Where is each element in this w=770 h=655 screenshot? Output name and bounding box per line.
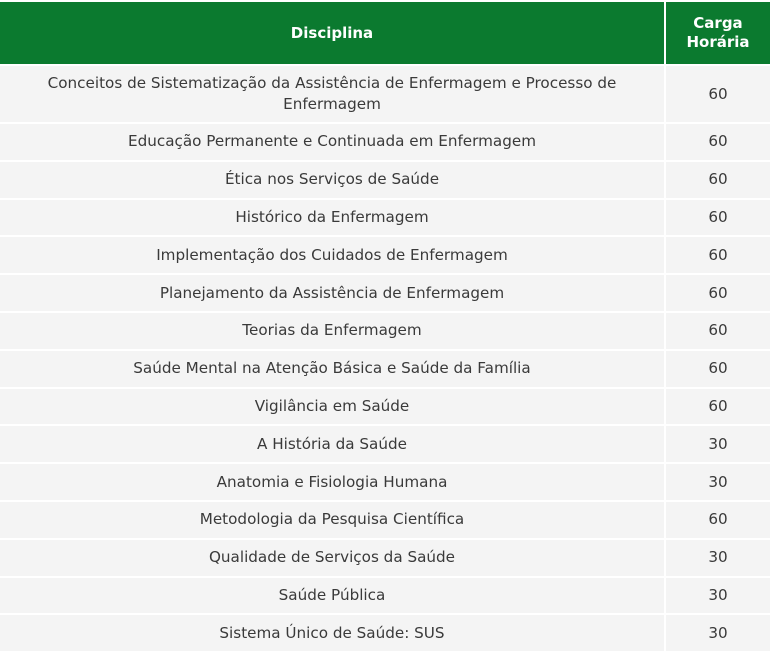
table-row [0, 500, 770, 538]
hours-cell: 60 [666, 235, 770, 273]
header-hours: Carga Horária [666, 2, 770, 64]
table-row [0, 613, 770, 651]
discipline-cell: Qualidade de Serviços da Saúde [0, 538, 666, 576]
table-body [0, 64, 770, 651]
hours-cell: 60 [666, 349, 770, 387]
table-row [0, 198, 770, 236]
discipline-cell: Anatomia e Fisiologia Humana [0, 462, 666, 500]
hours-cell: 30 [666, 576, 770, 614]
table-row [0, 64, 770, 122]
hours-cell: 60 [666, 273, 770, 311]
table-row [0, 576, 770, 614]
table-row [0, 349, 770, 387]
table-row [0, 424, 770, 462]
curriculum-table-container [0, 2, 770, 651]
hours-cell: 30 [666, 538, 770, 576]
hours-cell: 60 [666, 500, 770, 538]
header-discipline: Disciplina [0, 2, 666, 64]
discipline-cell: Vigilância em Saúde [0, 387, 666, 425]
hours-cell: 60 [666, 160, 770, 198]
discipline-cell: Conceitos de Sistematização da Assistência de Enfermagem e Processo de Enfermagem [0, 64, 666, 122]
discipline-cell: Ética nos Serviços de Saúde [0, 160, 666, 198]
table-row [0, 387, 770, 425]
table-row [0, 160, 770, 198]
table-row [0, 235, 770, 273]
table-row [0, 311, 770, 349]
hours-cell: 30 [666, 424, 770, 462]
discipline-cell: Saúde Mental na Atenção Básica e Saúde da Família [0, 349, 666, 387]
discipline-cell: Educação Permanente e Continuada em Enfermagem [0, 122, 666, 160]
discipline-cell: Saúde Pública [0, 576, 666, 614]
discipline-cell: Planejamento da Assistência de Enfermagem [0, 273, 666, 311]
discipline-cell: Teorias da Enfermagem [0, 311, 666, 349]
discipline-cell: Implementação dos Cuidados de Enfermagem [0, 235, 666, 273]
discipline-cell: Metodologia da Pesquisa Científica [0, 500, 666, 538]
hours-cell: 60 [666, 122, 770, 160]
hours-cell: 60 [666, 311, 770, 349]
hours-cell: 30 [666, 462, 770, 500]
table-row [0, 462, 770, 500]
hours-cell: 60 [666, 64, 770, 122]
hours-cell: 30 [666, 613, 770, 651]
hours-cell: 60 [666, 198, 770, 236]
curriculum-table [0, 2, 770, 651]
discipline-cell: Histórico da Enfermagem [0, 198, 666, 236]
header-row [0, 2, 770, 64]
table-header [0, 2, 770, 64]
hours-cell: 60 [666, 387, 770, 425]
table-row [0, 273, 770, 311]
discipline-cell: Sistema Único de Saúde: SUS [0, 613, 666, 651]
table-row [0, 538, 770, 576]
discipline-cell: A História da Saúde [0, 424, 666, 462]
table-row [0, 122, 770, 160]
